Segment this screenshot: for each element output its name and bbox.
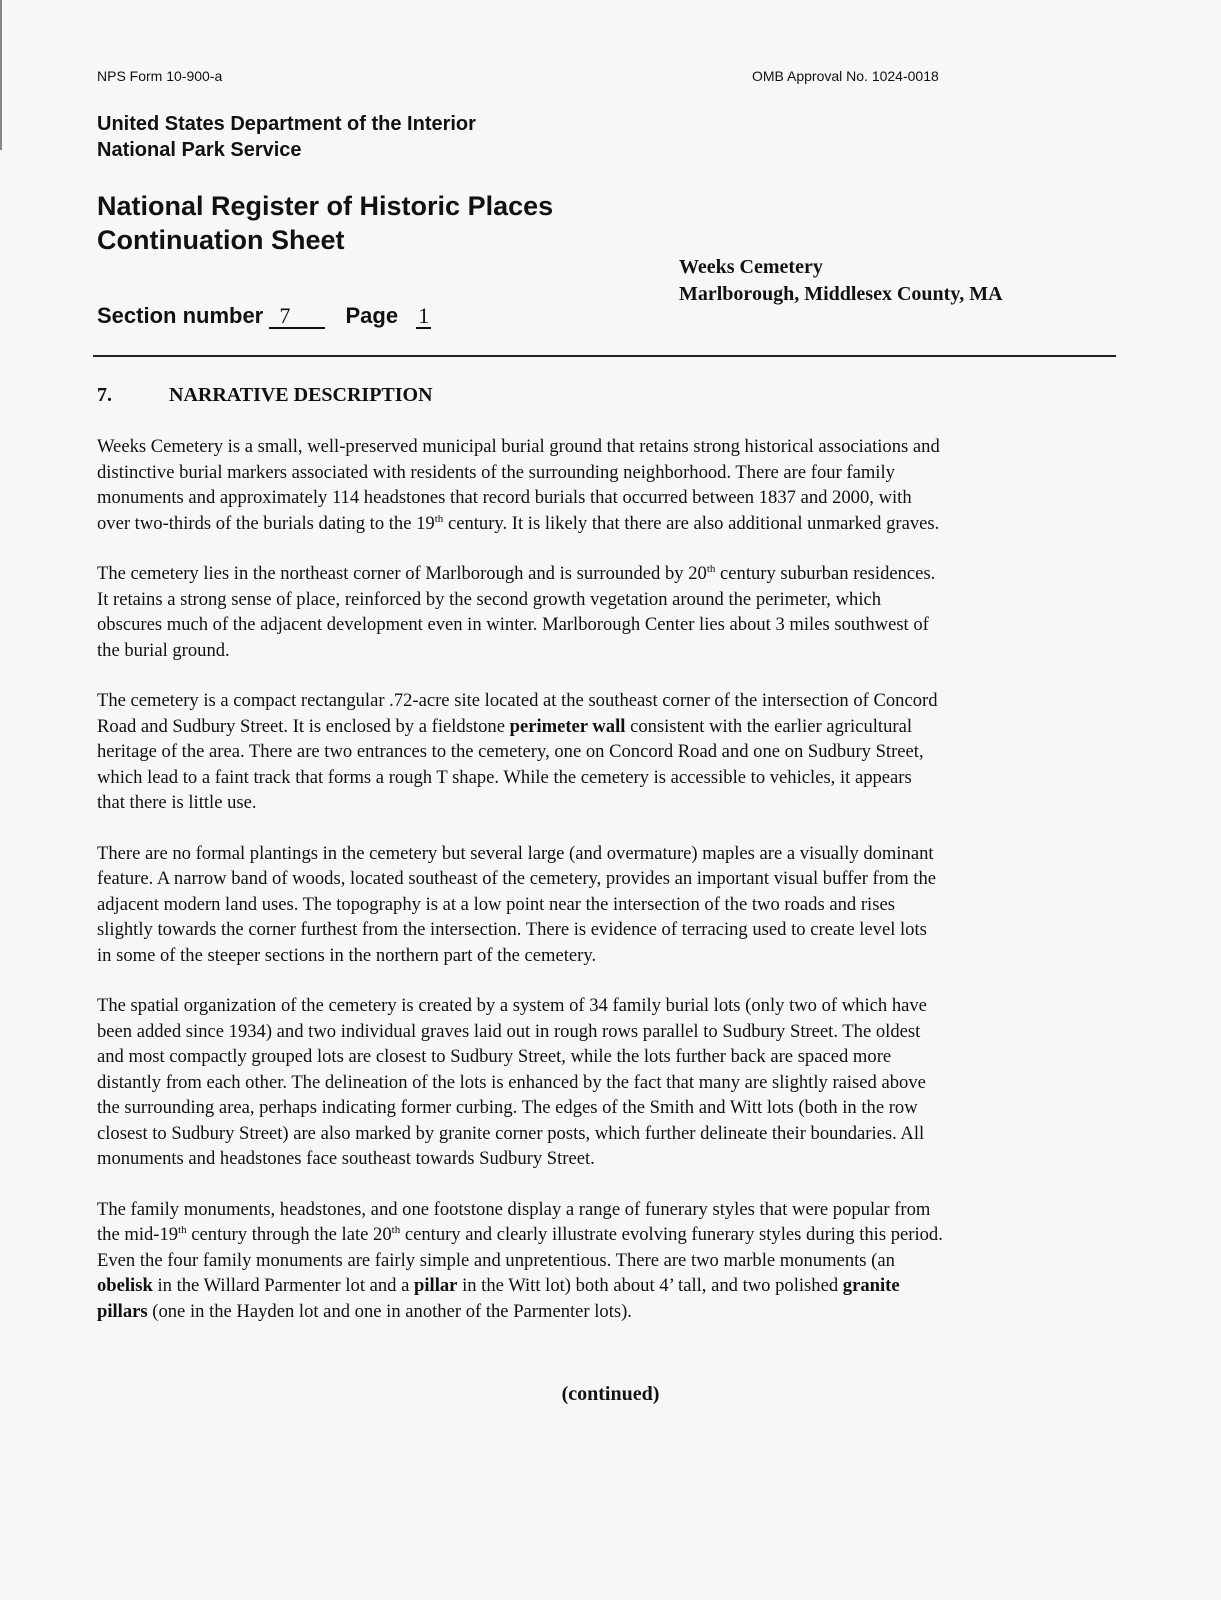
text-run: the mid-19 [97,1224,179,1245]
text-run: in the Willard Parmenter lot and a [152,1275,415,1296]
text-line: monuments and approximately 114 headstones that record burials that occurred between 1837 and 2000, with [97,487,912,508]
department-name: United States Department of the Interior [97,113,476,135]
text-run: The cemetery lies in the northeast corner of Marlborough and is surrounded by 20 [97,563,707,584]
superscript: th [434,512,444,525]
service-name: National Park Service [97,139,302,161]
property-location: Marlborough, Middlesex County, MA [679,283,1003,305]
text-run: century. It is likely that there are also additional unmarked graves. [443,512,940,534]
text-run: (one in the Hayden lot and one in another of the Parmenter lots). [147,1300,632,1322]
register-title: National Register of Historic Places [97,191,554,221]
property-block [679,254,1003,308]
paragraph-5 [97,993,1127,1172]
text-line: distantly from each other. The delineation of the lots is enhanced by the fact that many are slightly raised above [97,1071,926,1093]
text-line: Weeks Cemetery is a small, well-preserved municipal burial ground that retains strong historical associations and [97,436,940,457]
page-number-value: 1 [418,303,430,328]
form-number: NPS Form 10-900-a [97,68,223,84]
superscript: th [178,1224,187,1236]
text-line: and most compactly grouped lots are closest to Sudbury Street, while the lots further back are spaced more [97,1046,892,1067]
page-label: Page [345,303,399,328]
text-line [97,1273,1127,1299]
text-line: in some of the steeper sections in the northern part of the cemetery. [97,944,597,966]
paragraph-3 [97,688,1127,816]
text-line: It retains a strong sense of place, reinforced by the second growth vegetation around the perimeter, which [97,588,882,610]
text-line: obscures much of the adjacent development even in winter. Marlborough Center lies about 3 miles southwest of [97,614,929,635]
paragraph-1 [97,434,1127,536]
text-run: century through the late 20 [186,1224,392,1245]
section-page-line [97,303,431,329]
text-line: Even the four family monuments are fairly simple and unpretentious. There are two marble monuments (an [97,1249,895,1271]
section-heading-number: 7. [97,384,112,406]
text-line: monuments and headstones face southeast towards Sudbury Street. [97,1148,595,1169]
superscript: th [706,563,716,575]
text-line: which lead to a faint track that forms a rough T shape. While the cemetery is accessible to vehicles, it appears [97,766,912,788]
bold-term: pillars [97,1300,148,1322]
narrative-body [97,434,1127,1349]
text-line [97,1299,1127,1325]
text-line: the surrounding area, perhaps indicating former curbing. The edges of the Smith and Witt lots (both in the row [97,1097,918,1118]
text-run: in the Witt lot) both about 4’ tall, and two polished [457,1275,843,1296]
superscript: th [391,1224,401,1236]
text-line: adjacent modern land uses. The topography is at a low point near the intersection of the two roads and rises [97,893,895,915]
continued-note: (continued) [561,1383,660,1405]
section-heading-title: NARRATIVE DESCRIPTION [169,384,433,406]
sheet-title: Continuation Sheet [97,225,345,255]
bold-term: granite [842,1275,900,1296]
text-line: heritage of the area. There are two entrances to the cemetery, one on Concord Road and one on Sudbury Street, [97,741,924,762]
header-divider [93,355,1116,357]
text-line: There are no formal plantings in the cemetery but several large (and overmature) maples are a visually dominant [97,842,934,864]
text-line: The cemetery is a compact rectangular .72-acre site located at the southeast corner of the intersection of Concord [97,690,938,711]
omb-approval: OMB Approval No. 1024-0018 [752,68,939,84]
bold-term: obelisk [97,1275,153,1296]
text-line [97,561,1127,587]
paragraph-2 [97,561,1127,663]
paragraph-6 [97,1197,1127,1325]
property-name: Weeks Cemetery [679,256,823,278]
bold-term: perimeter wall [509,715,626,737]
bold-term: pillar [414,1275,458,1296]
text-run: over two-thirds of the burials dating to the 19 [97,512,435,534]
text-line: The spatial organization of the cemetery is created by a system of 34 family burial lots (only two of which have [97,995,927,1016]
text-line: that there is little use. [97,792,257,813]
text-run: Road and Sudbury Street. It is enclosed by a fieldstone [97,715,510,737]
paragraph-4 [97,841,1127,969]
text-line [97,1222,1127,1248]
text-line [97,511,1127,537]
text-run: century suburban residences. [715,563,936,584]
text-line: been added since 1934) and two individual graves laid out in rough rows parallel to Sudbury Street. The oldest [97,1020,921,1042]
scan-edge [0,0,2,150]
text-line [97,714,1127,740]
section-number-label: Section number [97,303,264,328]
section-heading [97,384,433,407]
text-line: the burial ground. [97,639,230,661]
text-line: feature. A narrow band of woods, located southeast of the cemetery, provides an important visual buffer from the [97,868,937,889]
text-line: closest to Sudbury Street) are also marked by granite corner posts, which further delineate their boundaries. All [97,1122,925,1144]
agency-block [97,111,476,163]
register-title-block [97,189,553,257]
text-line: The family monuments, headstones, and one footstone display a range of funerary styles that were popular from [97,1198,931,1220]
text-run: consistent with the earlier agricultural [625,715,912,737]
text-line: slightly towards the corner furthest from the intersection. There is evidence of terracing used to create level lots [97,919,927,940]
section-number-value: 7 [269,305,325,329]
text-run: century and clearly illustrate evolving funerary styles during this period. [400,1224,943,1245]
text-line: distinctive burial markers associated with residents of the surrounding neighborhood. There are four family [97,461,895,483]
